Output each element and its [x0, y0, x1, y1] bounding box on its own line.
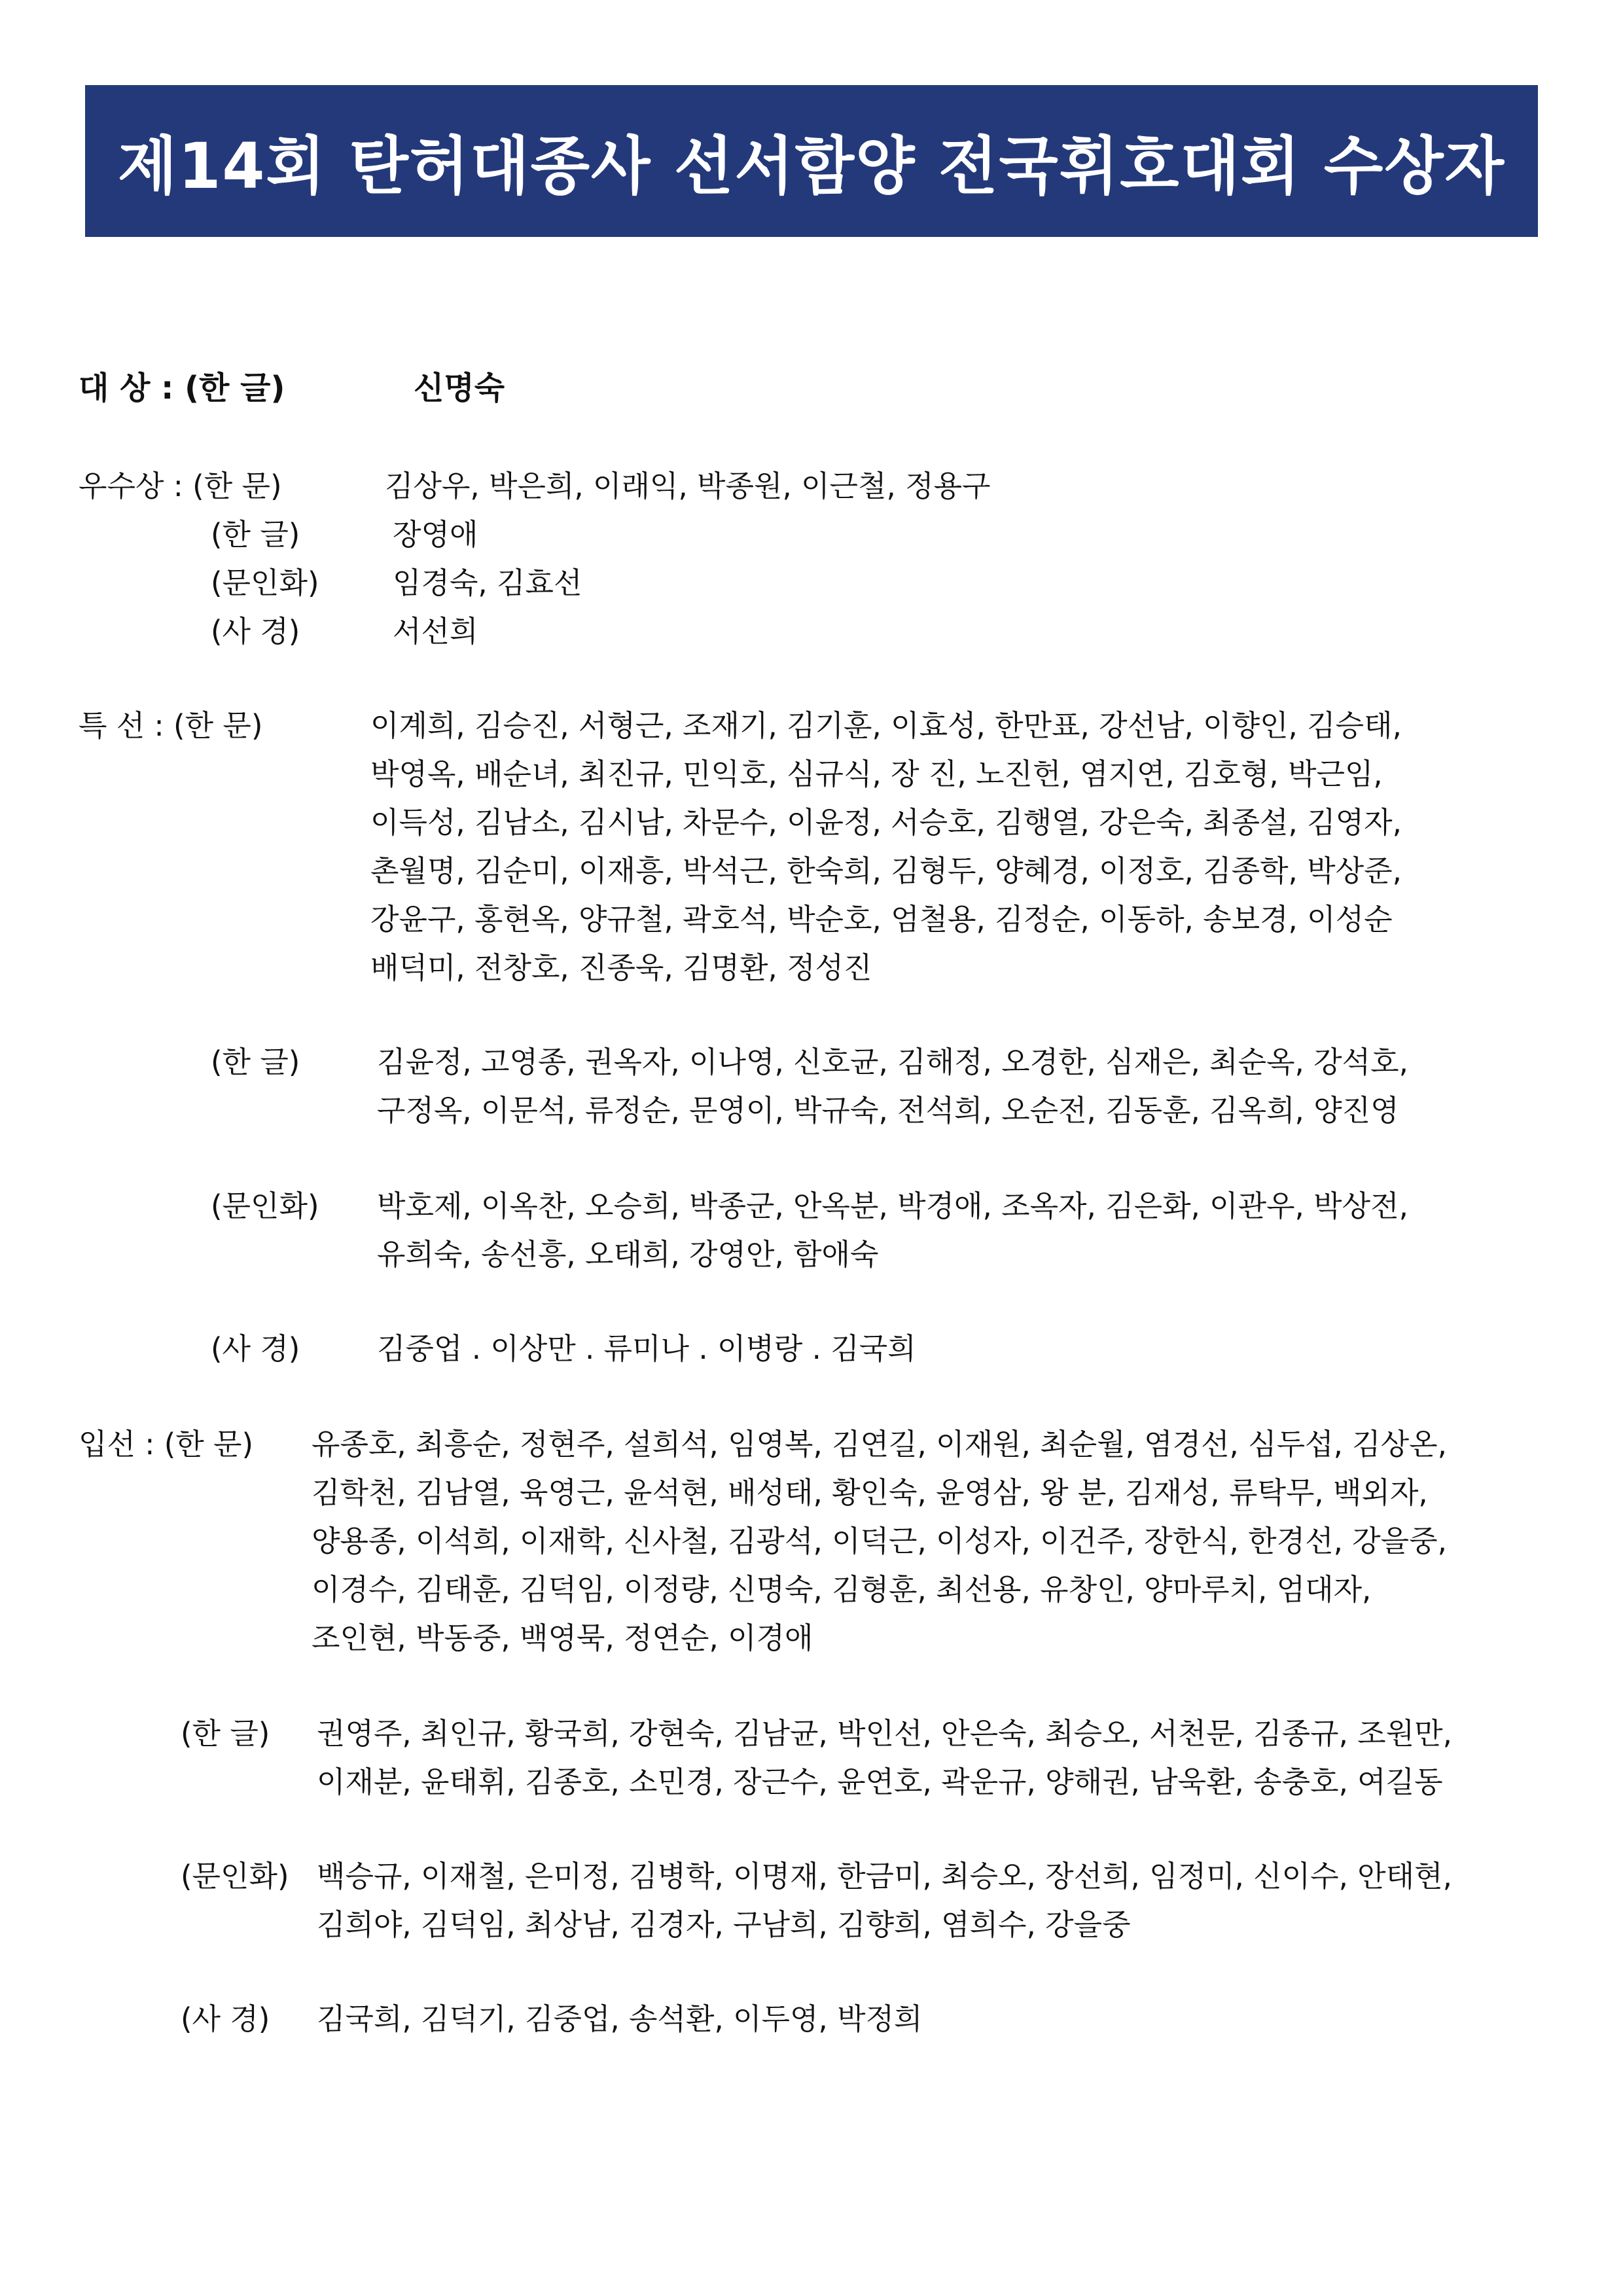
special-hanmun-line: 강윤구, 홍현옥, 양규철, 곽호석, 박순호, 엄철용, 김정순, 이동하, 송보경, 이성순 — [370, 902, 1393, 937]
excellence-hanmun-names: 김상우, 박은희, 이래익, 박종원, 이근철, 정용구 — [385, 469, 991, 503]
page-title: 제14회 탄허대종사 선서함양 전국휘호대회 수상자 — [117, 129, 1506, 203]
special-hanmun-line: 박영옥, 배순녀, 최진규, 민익호, 심규식, 장 진, 노진헌, 염지연, 김호형, 박근임, — [370, 757, 1383, 791]
excellence-sagyeong-label: (사 경) — [211, 614, 300, 649]
grand-prize-label: 대 상 : (한 글) — [79, 370, 285, 406]
selected-munin-label: (문인화) — [181, 1859, 289, 1893]
special-sagyeong-names: 김중업 . 이상만 . 류미나 . 이병랑 . 김국희 — [377, 1331, 916, 1366]
selected-sagyeong-label: (사 경) — [181, 2001, 270, 2036]
special-label: 특 선 : (한 문) — [79, 708, 263, 743]
selected-label: 입선 : (한 문) — [79, 1427, 254, 1462]
selected-hangul-label: (한 글) — [181, 1716, 270, 1751]
selected-munin-line: 백승규, 이재철, 은미정, 김병학, 이명재, 한금미, 최승오, 장선희, 임정미, 신이수, 안태현, — [317, 1859, 1452, 1893]
selected-hanmun-line: 김학천, 김남열, 육영근, 윤석현, 배성태, 황인숙, 윤영삼, 왕 분, 김재성, 류탁무, 백외자, — [312, 1475, 1428, 1510]
excellence-munin-names: 임경숙, 김효선 — [393, 565, 582, 600]
excellence-label: 우수상 : (한 문) — [79, 469, 282, 503]
special-hangul-line: 구정옥, 이문석, 류정순, 문영이, 박규숙, 전석희, 오순전, 김동훈, 김옥희, 양진영 — [377, 1093, 1399, 1128]
special-munin-label: (문인화) — [211, 1189, 319, 1223]
special-munin-line: 유희숙, 송선흥, 오태희, 강영안, 함애숙 — [377, 1237, 879, 1272]
special-hangul-label: (한 글) — [211, 1045, 300, 1079]
special-hanmun-line: 촌월명, 김순미, 이재흥, 박석근, 한숙희, 김형두, 양혜경, 이정호, 김종학, 박상준, — [370, 853, 1402, 888]
special-hangul-line: 김윤정, 고영종, 권옥자, 이나영, 신호균, 김해정, 오경한, 심재은, 최순옥, 강석호, — [377, 1045, 1408, 1079]
selected-hanmun-line: 양용종, 이석희, 이재학, 신사철, 김광석, 이덕근, 이성자, 이건주, 장한식, 한경선, 강을중, — [312, 1524, 1447, 1558]
selected-hangul-line: 이재분, 윤태휘, 김종호, 소민경, 장근수, 윤연호, 곽운규, 양해권, 남욱환, 송충호, 여길동 — [317, 1765, 1443, 1799]
special-munin-line: 박호제, 이옥찬, 오승희, 박종군, 안옥분, 박경애, 조옥자, 김은화, 이관우, 박상전, — [377, 1189, 1408, 1223]
excellence-munin-label: (문인화) — [211, 565, 319, 600]
selected-munin-line: 김희야, 김덕임, 최상남, 김경자, 구남희, 김향희, 염희수, 강을중 — [317, 1907, 1131, 1942]
selected-sagyeong-names: 김국희, 김덕기, 김중업, 송석환, 이두영, 박정희 — [317, 2001, 923, 2036]
special-hanmun-line: 이득성, 김남소, 김시남, 차문수, 이윤정, 서승호, 김행열, 강은숙, 최종설, 김영자, — [370, 805, 1402, 840]
excellence-sagyeong-names: 서선희 — [393, 614, 478, 649]
selected-hanmun-line: 조인현, 박동중, 백영묵, 정연순, 이경애 — [312, 1621, 813, 1655]
selected-hanmun-line: 이경수, 김태훈, 김덕임, 이정량, 신명숙, 김형훈, 최선용, 유창인, 양마루치, 엄대자, — [312, 1572, 1372, 1607]
selected-hanmun-line: 유종호, 최흥순, 정현주, 설희석, 임영복, 김연길, 이재원, 최순월, 염경선, 심두섭, 김상온, — [312, 1427, 1447, 1462]
special-hanmun-line: 이계희, 김승진, 서형근, 조재기, 김기훈, 이효성, 한만표, 강선남, 이향인, 김승태, — [370, 708, 1402, 743]
title-banner — [85, 85, 1538, 237]
excellence-hangul-label: (한 글) — [211, 517, 300, 552]
excellence-hangul-names: 장영애 — [393, 517, 478, 552]
special-sagyeong-label: (사 경) — [211, 1331, 300, 1366]
special-hanmun-line: 배덕미, 전창호, 진종욱, 김명환, 정성진 — [370, 950, 872, 985]
selected-hangul-line: 권영주, 최인규, 황국희, 강현숙, 김남균, 박인선, 안은숙, 최승오, 서천문, 김종규, 조원만, — [317, 1716, 1452, 1751]
grand-prize-names: 신명숙 — [414, 370, 505, 406]
